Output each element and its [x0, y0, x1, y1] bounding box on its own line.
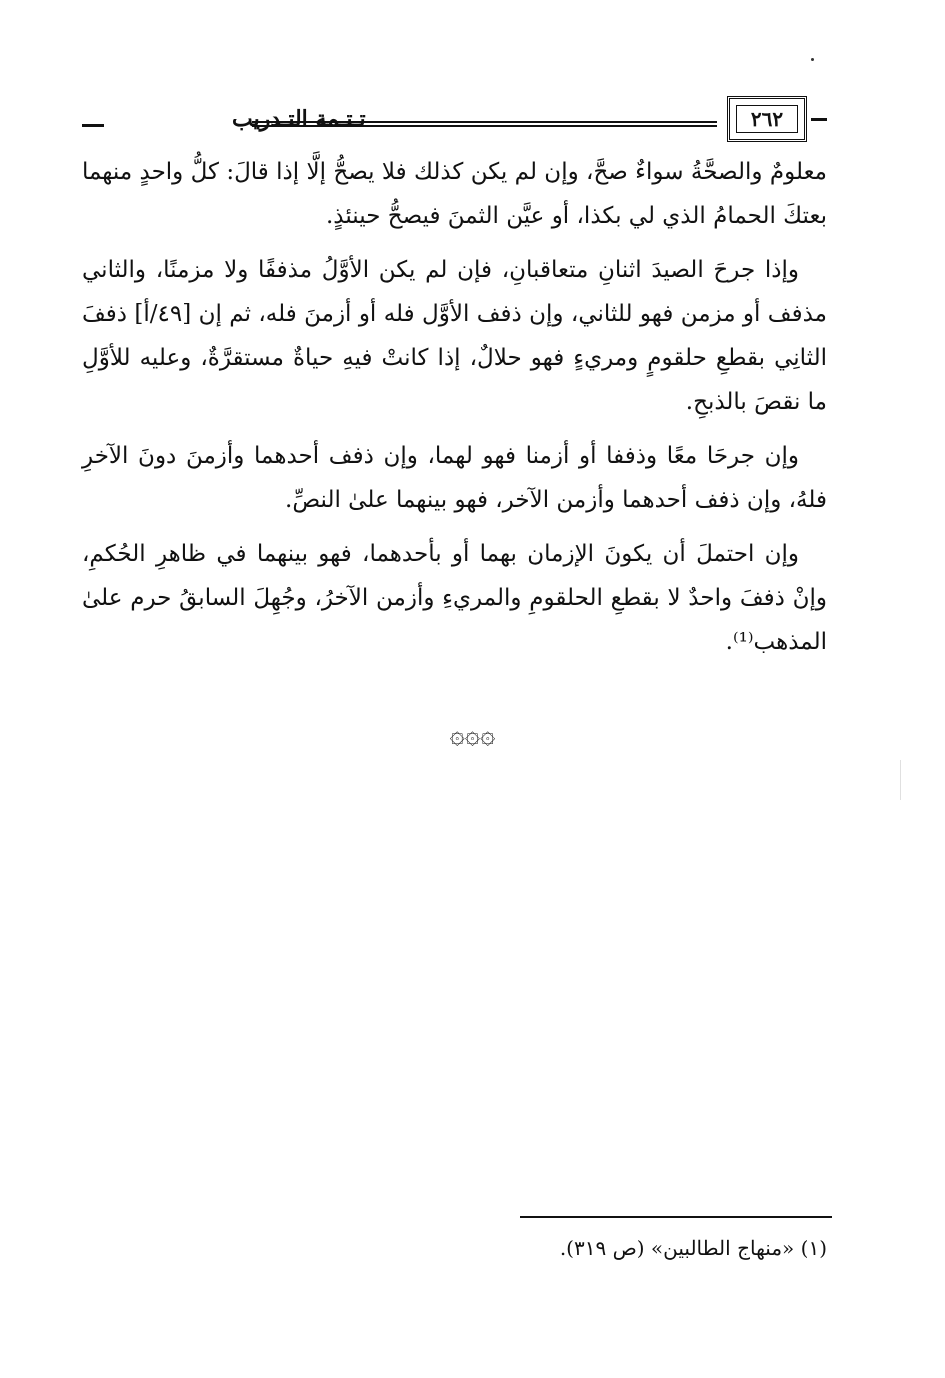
main-text: [82, 150, 827, 674]
header-rule: [252, 121, 717, 127]
footnote: (١) «منهاج الطالبين» (ص ٣١٩).: [559, 1236, 827, 1260]
running-header: [82, 96, 827, 152]
header-dash-left: [82, 124, 104, 127]
paragraph-2: وإذا جرحَ الصيدَ اثنانِ متعاقبانِ، فإن لم يكن الأوَّلُ مذففًا ولا مزمنًا، والثاني مذفف أو مزمن فهو للثاني، وإن ذفف الأوَّل فله أو أزمنَ فله، ثم إن [٤٩/أ] ذففَ الثانِي بقطعِ حلقومٍ ومريءٍ فهو حلالٌ، إذا كانتْ فيهِ حياةٌ مستقرَّةٌ، وعليه للأوَّلِ ما نقصَ بالذبحِ.: [82, 257, 828, 415]
paragraph-1: معلومٌ والصحَّةُ سواءٌ صحَّ، وإن لم يكن كذلك فلا يصحُّ إلَّا إذا قالَ: كلُّ واحدٍ منهما بعتكَ الحمامُ الذي لي بكذا، أو عيَّن الثمنَ فيصحُّ حينئذٍ.: [82, 159, 827, 229]
paragraph-4: وإن احتملَ أن يكونَ الإزمان بهما أو بأحدهما، فهو بينهما في ظاهرِ الحُكمِ، وإنْ ذففَ واحدٌ لا بقطعِ الحلقومِ والمريءِ وأزمن الآخرُ، وجُهِلَ السابقُ حرم علىٰ المذهب⁽¹⁾.: [82, 541, 827, 655]
paragraph-3: وإن جرحَا معًا وذففا أو أزمنا فهو لهما، وإن ذفف أحدهما وأزمنَ دونَ الآخرِ فلهُ، وإن ذفف أحدهما وأزمن الآخر، فهو بينهما علىٰ النصِّ.: [82, 443, 827, 513]
header-title: تـتـمة التـدريب: [232, 106, 366, 132]
page-number: ٢٦٢: [736, 105, 798, 133]
section-ornament: ۞۞۞: [449, 720, 496, 750]
scan-edge-mark: [900, 760, 901, 800]
header-dash-right: [811, 118, 827, 121]
footnote-rule: [520, 1216, 832, 1218]
scan-speck: [811, 58, 814, 61]
page-number-box: [727, 96, 807, 142]
